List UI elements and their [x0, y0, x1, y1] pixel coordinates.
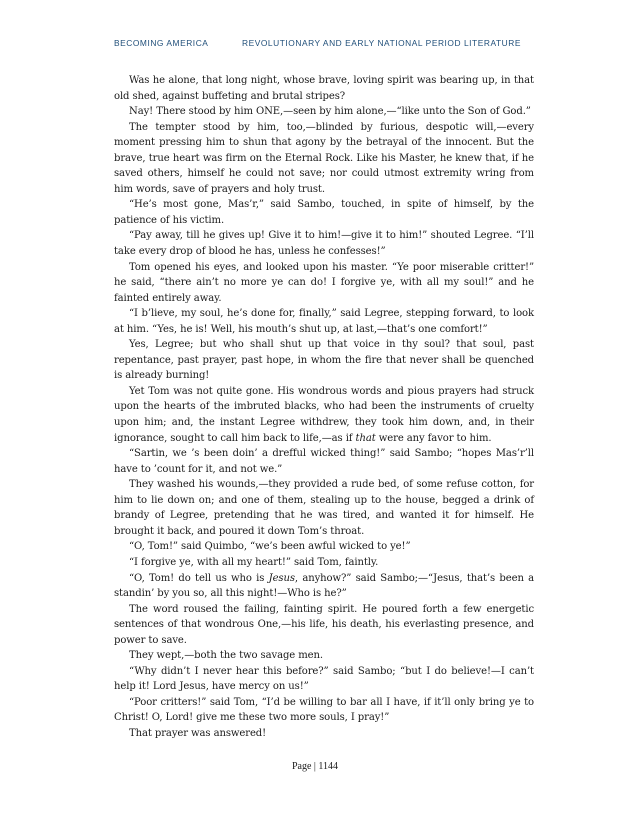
- body-paragraph: [114, 477, 534, 539]
- paragraph-text: They washed his wounds,—they provided a rude bed, of some refuse cotton, for him to lie down on; and one of them, stealing up to the house, begged a drink of brandy of Legree, pretending that he was tired, and wanted it for himself. He brought it back, and poured it down Tom’s throat.: [114, 479, 534, 537]
- body-paragraph: [114, 104, 534, 120]
- body-paragraph: [114, 602, 534, 649]
- paragraph-text: “He’s most gone, Mas’r,” said Sambo, touched, in spite of himself, by the patience of his victim.: [114, 199, 534, 226]
- body-paragraph: [114, 384, 534, 446]
- paragraph-text: “Pay away, till he gives up! Give it to him!—give it to him!” shouted Legree. “I’ll take every drop of blood he has, unless he confesses!”: [114, 230, 534, 258]
- paragraph-text: “Poor critters!” said Tom, “I’d be willing to bar all I have, if it’ll only bring ye to Christ! O, Lord! give me these two more souls, I pray!”: [114, 696, 534, 724]
- body-paragraph: [114, 539, 534, 555]
- paragraph-text: “O, Tom!” said Quimbo, “we’s been awful wicked to ye!”: [129, 541, 411, 553]
- paragraph-text: “Sartin, we ’s been doin’ a drefful wicked thing!” said Sambo; “hopes Mas’r’ll have to ’count for it, and not we.”: [114, 448, 534, 475]
- body-paragraph: [114, 446, 534, 477]
- paragraph-text: Nay! There stood by him ONE,—seen by him alone,—“like unto the Son of God.”: [129, 106, 531, 118]
- page-footer: [0, 761, 630, 772]
- paragraph-text: “Why didn’t I never hear this before?” said Sambo; “but I do believe!—I can’t help it! Lord Jesus, have mercy on us!”: [114, 665, 534, 693]
- body-paragraph: [114, 228, 534, 259]
- body-paragraph: [114, 260, 534, 307]
- body-paragraph: [114, 664, 534, 695]
- body-paragraph: [114, 648, 534, 664]
- body-paragraph: [114, 306, 534, 337]
- body-paragraph: [114, 571, 534, 602]
- body-paragraph: [114, 197, 534, 228]
- paragraph-text: , anyhow?” said Sambo;—“Jesus, that’s been a standin’ by you so, all this night!—Who is he?”: [114, 572, 535, 600]
- paragraph-text: Yes, Legree; but who shall shut up that voice in thy soul? that soul, past repentance, past prayer, past hope, in whom the fire that never shall be quenched is already burning!: [114, 339, 534, 382]
- header-book-title: BECOMING AMERICA: [114, 38, 209, 48]
- paragraph-text: “I b’lieve, my soul, he’s done for, finally,” said Legree, stepping forward, to look at him. “Yes, he is! Well, his mouth’s shut up, at last,—that’s one comfort!”: [114, 308, 534, 335]
- body-paragraph: [114, 695, 534, 726]
- italic-text: that: [355, 432, 376, 444]
- paragraph-text: were any favor to him.: [375, 432, 492, 444]
- body-paragraph: [114, 337, 534, 384]
- paragraph-text: “I forgive ye, with all my heart!” said Tom, faintly.: [129, 556, 379, 568]
- paragraph-text: That prayer was answered!: [129, 727, 267, 739]
- italic-text: Jesus: [268, 572, 295, 584]
- body-paragraph: [114, 73, 534, 104]
- paragraph-text: The word roused the failing, fainting spirit. He poured forth a few energetic sentences of that wondrous One,—his life, his death, his everlasting presence, and power to save.: [114, 603, 534, 646]
- page-body: [114, 73, 534, 742]
- body-paragraph: [114, 120, 534, 198]
- body-paragraph: [114, 726, 534, 742]
- page-number: Page | 1144: [291, 761, 339, 772]
- paragraph-text: They wept,—both the two savage men.: [129, 650, 323, 662]
- paragraph-text: The tempter stood by him, too,—blinded by furious, despotic will,—every moment pressing him to shun that agony by the betrayal of the innocent. But the brave, true heart was firm on the Eternal Rock. Like his Master, he knew that, if he saved others, himself he could not save; nor could utmost extremity wring from him words, save of prayers and holy trust.: [114, 121, 534, 195]
- paragraph-text: “O, Tom! do tell us who is: [129, 572, 269, 584]
- paragraph-text: Tom opened his eyes, and looked upon his master. “Ye poor miserable critter!” he said, “there ain’t no more ye can do! I forgive ye, with all my soul!” and he fainted entirely away.: [114, 261, 534, 304]
- body-paragraph: [114, 555, 534, 571]
- paragraph-text: Yet Tom was not quite gone. His wondrous words and pious prayers had struck upon the hearts of the imbruted blacks, who had been the instruments of cruelty upon him; and, the instant Legree withdrew, they took him down, and, in their ignorance, sought to call him back to life,—as if: [114, 385, 534, 444]
- header-section-title: REVOLUTIONARY AND EARLY NATIONAL PERIOD LITERATURE: [242, 38, 521, 48]
- paragraph-text: Was he alone, that long night, whose brave, loving spirit was bearing up, in that old shed, against buffeting and brutal stripes?: [114, 75, 534, 102]
